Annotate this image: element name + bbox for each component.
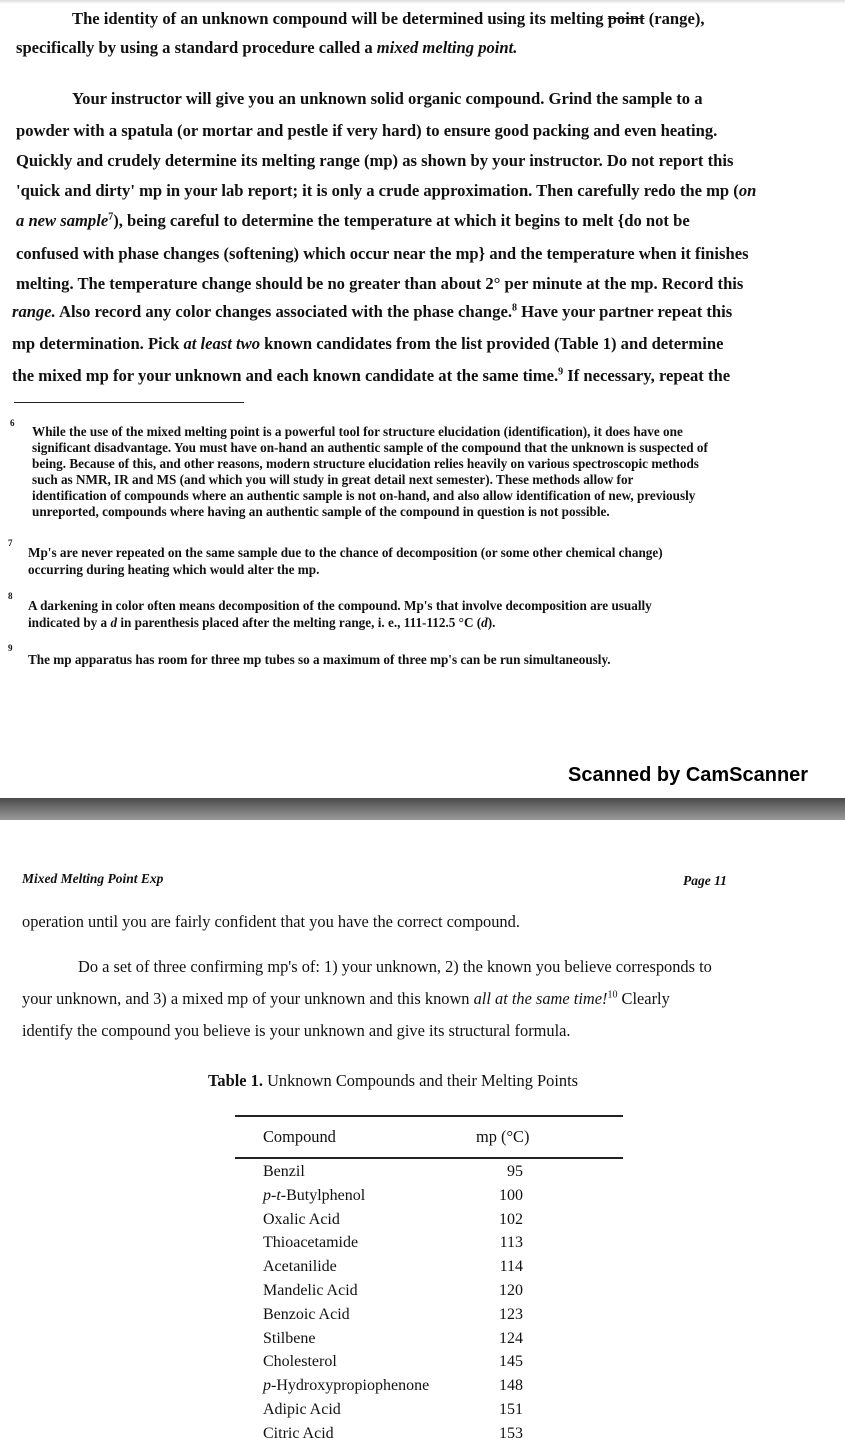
melting-point-value: 114 (499, 1258, 523, 1276)
footnote-7-number: 7 (8, 538, 13, 548)
footnote-8-line: indicated by a d in parenthesis placed after the melting range, i. e., 111-112.5 °C (d). (28, 615, 496, 630)
body-line-11: mp determination. Pick at least two known candidates from the list provided (Table 1) and determine (12, 334, 724, 353)
body-line-8: confused with phase changes (softening) which occur near the mp} and the temperature when it finishes (16, 244, 749, 263)
compound-name: Oxalic Acid (263, 1210, 340, 1228)
table-row (263, 1282, 523, 1306)
table-row (263, 1187, 523, 1211)
footnote-6-line: unreported, compounds where having an authentic sample of the compound in question is not possible. (32, 504, 610, 519)
camscanner-watermark: Scanned by CamScanner (568, 764, 809, 786)
body-line-9: melting. The temperature change should be no greater than about 2° per minute at the mp. Record this (16, 274, 744, 293)
page-edge-shadow (0, 0, 845, 4)
footnote-separator (14, 402, 244, 403)
melting-point-value: 113 (499, 1234, 523, 1252)
body-line-12: the mixed mp for your unknown and each known candidate at the same time.$^9$ If necessary, repeat the (12, 366, 731, 385)
table-caption: Table 1. Unknown Compounds and their Melting Points (208, 1071, 579, 1090)
melting-point-value: 100 (499, 1186, 523, 1204)
table-row (263, 1401, 523, 1425)
table-row (263, 1258, 523, 1282)
compound-name: Stilbene (263, 1329, 316, 1347)
footnote-8-line: A darkening in color often means decomposition of the compound. Mp's that involve decomposition are usually (28, 598, 652, 613)
table-header-rule (235, 1157, 623, 1159)
body-line-3: Your instructor will give you an unknown solid organic compound. Grind the sample to a (72, 89, 703, 108)
compound-name: Cholesterol (263, 1353, 337, 1371)
table-row (263, 1330, 523, 1354)
footnote-9-line: The mp apparatus has room for three mp tubes so a maximum of three mp's can be run simultaneously. (28, 652, 611, 667)
table-row (263, 1353, 523, 1377)
column-header-compound: Compound (263, 1127, 336, 1146)
body-line-1: The identity of an unknown compound will be determined using its melting point (range), (72, 9, 705, 28)
body-line: Do a set of three confirming mp's of: 1) your unknown, 2) the known you believe corresponds to (78, 957, 712, 976)
body-line: operation until you are fairly confident that you have the correct compound. (22, 912, 520, 931)
footnote-6-line: identification of compounds where an authentic sample is not on-hand, and also allow identification of new, previously (32, 488, 696, 503)
compound-name: p-t-Butylphenol (263, 1186, 366, 1204)
melting-point-value: 151 (499, 1401, 523, 1418)
page-divider (0, 798, 845, 820)
melting-point-value: 148 (499, 1377, 523, 1395)
body-line-10: range. Also record any color changes associated with the phase change.$^8$ Have your partner repeat this (12, 302, 733, 321)
column-header-mp: mp (°C) (476, 1127, 530, 1146)
table-row (263, 1211, 523, 1235)
melting-point-value: 95 (507, 1163, 523, 1180)
table-row (263, 1377, 523, 1401)
melting-point-value: 123 (499, 1305, 523, 1323)
body-line-5: Quickly and crudely determine its melting range (mp) as shown by your instructor. Do not report this (16, 151, 734, 170)
melting-point-value: 145 (499, 1353, 523, 1371)
table-row (263, 1306, 523, 1330)
body-line-7: a new sample$^7$), being careful to determine the temperature at which it begins to melt {do not be (16, 211, 690, 230)
compound-name: Adipic Acid (263, 1401, 341, 1418)
footnote-6-line: such as NMR, IR and MS (and which you will study in great detail next semester). These methods allow for (32, 472, 634, 487)
page-number: Page 11 (683, 873, 727, 888)
footnote-6-line: being. Because of this, and other reasons, modern structure elucidation relies heavily on various spectroscopic methods (32, 456, 699, 471)
compound-name: Mandelic Acid (263, 1282, 358, 1299)
body-line: identify the compound you believe is your unknown and give its structural formula. (22, 1021, 571, 1040)
footnote-9-number: 9 (8, 643, 13, 653)
footnote-6-line: While the use of the mixed melting point is a powerful tool for structure elucidation (identification), it does have one (32, 424, 683, 439)
compound-name: Benzil (263, 1163, 305, 1180)
footnote-6-line: significant disadvantage. You must have on-hand an authentic sample of the compound that the unknown is suspected of (32, 440, 708, 455)
table-row (263, 1234, 523, 1258)
compound-name: Benzoic Acid (263, 1305, 350, 1323)
body-line-2: specifically by using a standard procedure called a mixed melting point. (16, 38, 518, 57)
footnote-7-line: occurring during heating which would alter the mp. (28, 562, 320, 577)
running-header-title: Mixed Melting Point Exp (22, 871, 164, 886)
body-line: your unknown, and 3) a mixed mp of your unknown and this known all at the same time!$^{10}$ Clearly (22, 989, 670, 1008)
compound-name: p-Hydroxypropiophenone (263, 1377, 430, 1395)
footnote-7-line: Mp's are never repeated on the same sample due to the chance of decomposition (or some other chemical change) (28, 545, 663, 560)
footnote-8-number: 8 (8, 591, 13, 601)
compound-name: Acetanilide (263, 1258, 337, 1276)
melting-point-value: 153 (499, 1424, 523, 1442)
table-row (263, 1425, 523, 1449)
melting-point-value: 120 (499, 1282, 523, 1299)
body-line-6: 'quick and dirty' mp in your lab report; it is only a crude approximation. Then carefully redo the mp (on (16, 181, 757, 200)
compound-name: Thioacetamide (263, 1234, 359, 1252)
body-line-4: powder with a spatula (or mortar and pestle if very hard) to ensure good packing and even heating. (16, 121, 718, 140)
table-top-rule (235, 1115, 623, 1117)
table-row (263, 1163, 523, 1187)
melting-point-value: 102 (499, 1210, 523, 1228)
melting-point-value: 124 (499, 1329, 523, 1347)
footnote-6-number: 6 (10, 418, 15, 428)
compound-name: Citric Acid (263, 1424, 334, 1442)
